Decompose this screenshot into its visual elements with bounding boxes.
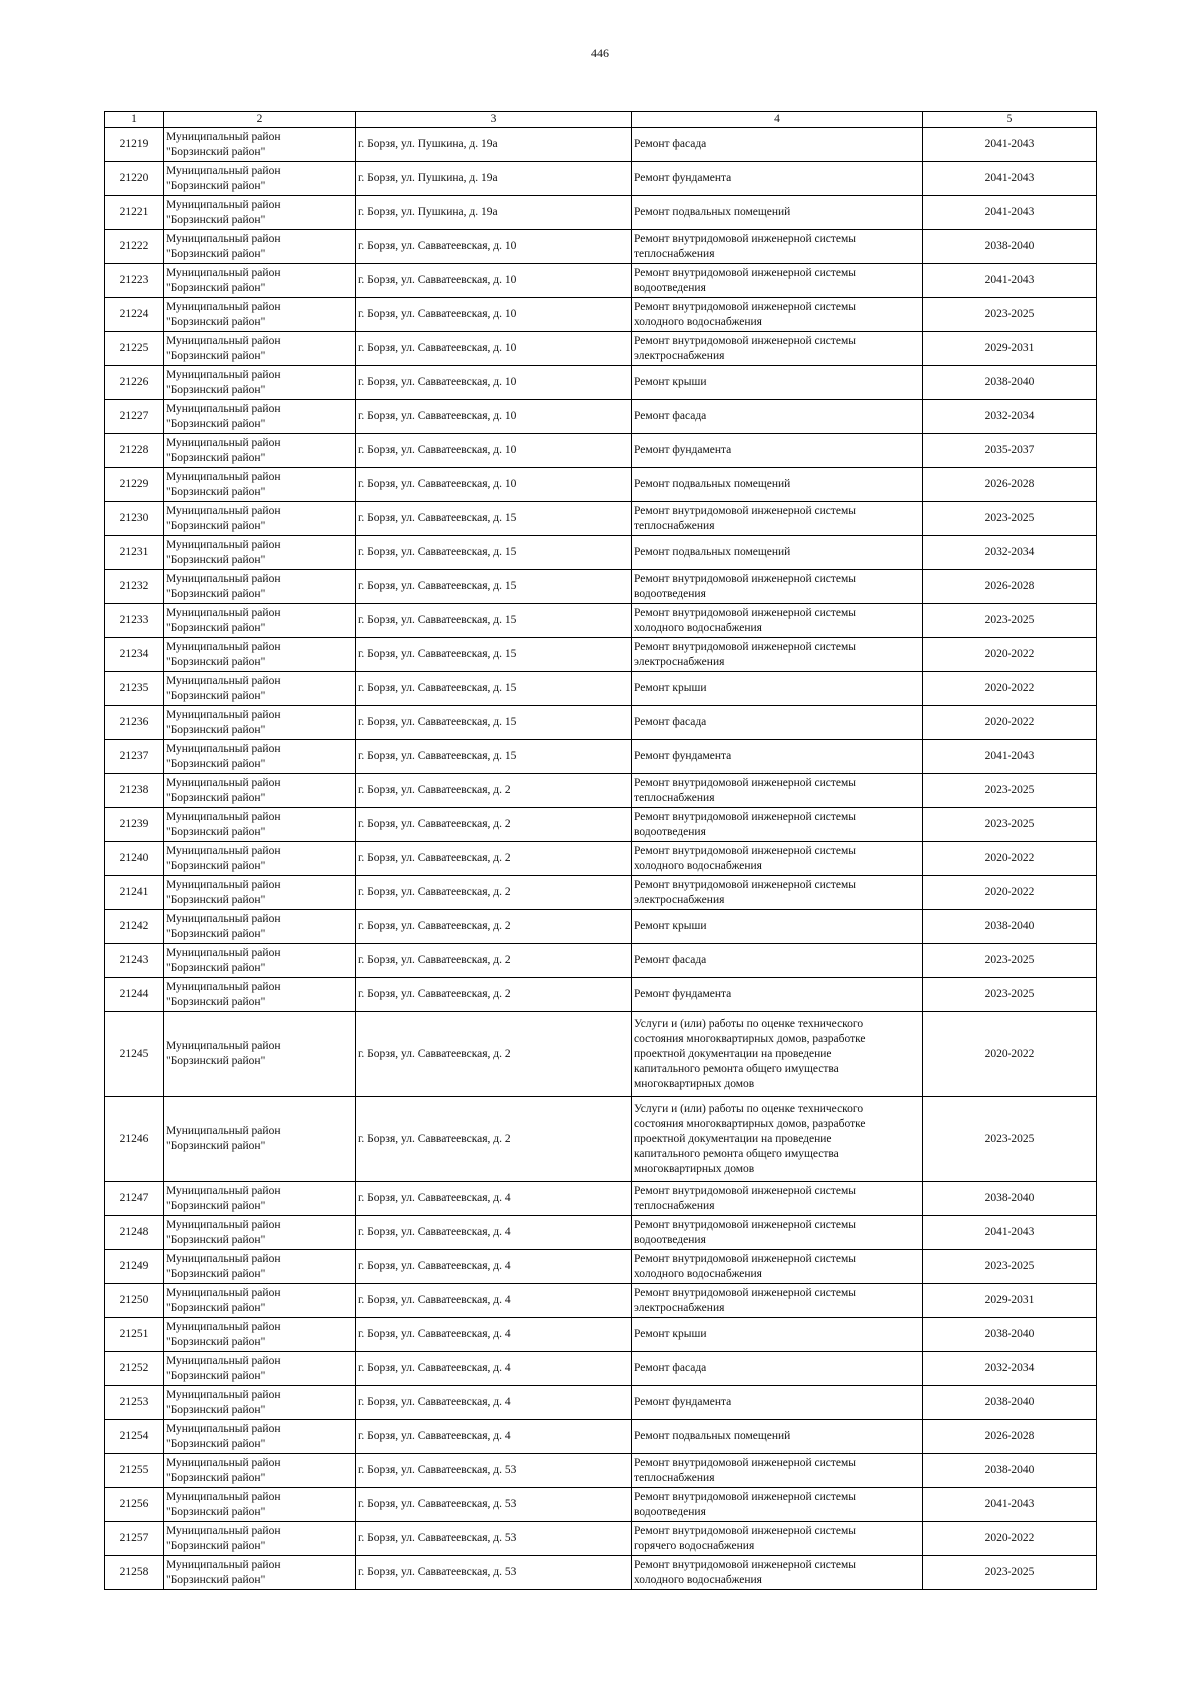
address-cell: г. Борзя, ул. Савватеевская, д. 10 <box>356 366 632 400</box>
period-cell: 2038-2040 <box>923 1386 1097 1420</box>
table-row <box>105 1352 1097 1386</box>
table-row <box>105 706 1097 740</box>
period-cell: 2032-2034 <box>923 400 1097 434</box>
row-id: 21250 <box>105 1284 164 1318</box>
address-cell: г. Борзя, ул. Савватеевская, д. 4 <box>356 1318 632 1352</box>
work-type-cell: Ремонт подвальных помещений <box>632 468 923 502</box>
work-type-cell: Услуги и (или) работы по оценке технического состояния многоквартирных домов, разработке проектной документации на проведение капитального ремонта общего имущества многоквартирных домов <box>632 1097 923 1182</box>
work-type-cell: Ремонт внутридомовой инженерной системы теплоснабжения <box>632 1182 923 1216</box>
municipality-cell: Муниципальный район "Борзинский район" <box>164 1216 356 1250</box>
address-cell: г. Борзя, ул. Савватеевская, д. 15 <box>356 502 632 536</box>
row-id: 21251 <box>105 1318 164 1352</box>
table-row <box>105 604 1097 638</box>
header-cell: 3 <box>356 112 632 128</box>
address-cell: г. Борзя, ул. Савватеевская, д. 15 <box>356 638 632 672</box>
municipality-cell: Муниципальный район "Борзинский район" <box>164 808 356 842</box>
period-cell: 2023-2025 <box>923 1250 1097 1284</box>
row-id: 21252 <box>105 1352 164 1386</box>
table-row <box>105 1488 1097 1522</box>
address-cell: г. Борзя, ул. Савватеевская, д. 15 <box>356 740 632 774</box>
row-id: 21223 <box>105 264 164 298</box>
table-row <box>105 1386 1097 1420</box>
municipality-cell: Муниципальный район "Борзинский район" <box>164 400 356 434</box>
municipality-cell: Муниципальный район "Борзинский район" <box>164 332 356 366</box>
work-type-cell: Ремонт внутридомовой инженерной системы холодного водоснабжения <box>632 1250 923 1284</box>
municipality-cell: Муниципальный район "Борзинский район" <box>164 604 356 638</box>
table-row <box>105 808 1097 842</box>
work-type-cell: Ремонт внутридомовой инженерной системы теплоснабжения <box>632 1454 923 1488</box>
row-id: 21243 <box>105 944 164 978</box>
municipality-cell: Муниципальный район "Борзинский район" <box>164 1420 356 1454</box>
address-cell: г. Борзя, ул. Савватеевская, д. 10 <box>356 400 632 434</box>
row-id: 21222 <box>105 230 164 264</box>
address-cell: г. Борзя, ул. Савватеевская, д. 10 <box>356 298 632 332</box>
capital-repair-table <box>104 111 1097 1590</box>
work-type-cell: Ремонт внутридомовой инженерной системы электроснабжения <box>632 332 923 366</box>
table-row <box>105 774 1097 808</box>
address-cell: г. Борзя, ул. Савватеевская, д. 2 <box>356 774 632 808</box>
work-type-cell: Ремонт подвальных помещений <box>632 536 923 570</box>
period-cell: 2023-2025 <box>923 774 1097 808</box>
row-id: 21248 <box>105 1216 164 1250</box>
row-id: 21246 <box>105 1097 164 1182</box>
work-type-cell: Ремонт внутридомовой инженерной системы водоотведения <box>632 1488 923 1522</box>
work-type-cell: Ремонт внутридомовой инженерной системы холодного водоснабжения <box>632 604 923 638</box>
municipality-cell: Муниципальный район "Борзинский район" <box>164 910 356 944</box>
municipality-cell: Муниципальный район "Борзинский район" <box>164 1012 356 1097</box>
table-row <box>105 1556 1097 1590</box>
work-type-cell: Ремонт внутридомовой инженерной системы холодного водоснабжения <box>632 1556 923 1590</box>
table-row <box>105 1250 1097 1284</box>
address-cell: г. Борзя, ул. Савватеевская, д. 2 <box>356 978 632 1012</box>
municipality-cell: Муниципальный район "Борзинский район" <box>164 774 356 808</box>
row-id: 21245 <box>105 1012 164 1097</box>
row-id: 21237 <box>105 740 164 774</box>
table-row <box>105 1454 1097 1488</box>
period-cell: 2020-2022 <box>923 706 1097 740</box>
row-id: 21227 <box>105 400 164 434</box>
address-cell: г. Борзя, ул. Савватеевская, д. 10 <box>356 332 632 366</box>
table-row <box>105 638 1097 672</box>
municipality-cell: Муниципальный район "Борзинский район" <box>164 468 356 502</box>
work-type-cell: Ремонт крыши <box>632 910 923 944</box>
work-type-cell: Ремонт внутридомовой инженерной системы горячего водоснабжения <box>632 1522 923 1556</box>
table-row <box>105 434 1097 468</box>
row-id: 21257 <box>105 1522 164 1556</box>
address-cell: г. Борзя, ул. Савватеевская, д. 53 <box>356 1454 632 1488</box>
municipality-cell: Муниципальный район "Борзинский район" <box>164 672 356 706</box>
table-row <box>105 400 1097 434</box>
period-cell: 2023-2025 <box>923 944 1097 978</box>
period-cell: 2038-2040 <box>923 1318 1097 1352</box>
period-cell: 2026-2028 <box>923 1420 1097 1454</box>
table-row <box>105 842 1097 876</box>
address-cell: г. Борзя, ул. Савватеевская, д. 4 <box>356 1352 632 1386</box>
address-cell: г. Борзя, ул. Савватеевская, д. 4 <box>356 1182 632 1216</box>
municipality-cell: Муниципальный район "Борзинский район" <box>164 366 356 400</box>
municipality-cell: Муниципальный район "Борзинский район" <box>164 1097 356 1182</box>
municipality-cell: Муниципальный район "Борзинский район" <box>164 1386 356 1420</box>
work-type-cell: Ремонт фундамента <box>632 434 923 468</box>
address-cell: г. Борзя, ул. Савватеевская, д. 53 <box>356 1522 632 1556</box>
row-id: 21253 <box>105 1386 164 1420</box>
period-cell: 2038-2040 <box>923 910 1097 944</box>
period-cell: 2023-2025 <box>923 604 1097 638</box>
period-cell: 2041-2043 <box>923 162 1097 196</box>
row-id: 21230 <box>105 502 164 536</box>
work-type-cell: Ремонт фундамента <box>632 978 923 1012</box>
table-row <box>105 910 1097 944</box>
municipality-cell: Муниципальный район "Борзинский район" <box>164 1522 356 1556</box>
table-row <box>105 128 1097 162</box>
row-id: 21231 <box>105 536 164 570</box>
address-cell: г. Борзя, ул. Савватеевская, д. 15 <box>356 706 632 740</box>
work-type-cell: Ремонт внутридомовой инженерной системы теплоснабжения <box>632 502 923 536</box>
period-cell: 2041-2043 <box>923 1488 1097 1522</box>
row-id: 21221 <box>105 196 164 230</box>
header-cell: 2 <box>164 112 356 128</box>
row-id: 21220 <box>105 162 164 196</box>
work-type-cell: Ремонт подвальных помещений <box>632 1420 923 1454</box>
period-cell: 2020-2022 <box>923 1522 1097 1556</box>
address-cell: г. Борзя, ул. Пушкина, д. 19а <box>356 162 632 196</box>
address-cell: г. Борзя, ул. Савватеевская, д. 2 <box>356 910 632 944</box>
municipality-cell: Муниципальный район "Борзинский район" <box>164 196 356 230</box>
work-type-cell: Ремонт фундамента <box>632 740 923 774</box>
period-cell: 2029-2031 <box>923 1284 1097 1318</box>
period-cell: 2029-2031 <box>923 332 1097 366</box>
row-id: 21247 <box>105 1182 164 1216</box>
address-cell: г. Борзя, ул. Савватеевская, д. 10 <box>356 434 632 468</box>
period-cell: 2026-2028 <box>923 570 1097 604</box>
period-cell: 2020-2022 <box>923 1012 1097 1097</box>
work-type-cell: Ремонт фундамента <box>632 1386 923 1420</box>
period-cell: 2038-2040 <box>923 1454 1097 1488</box>
work-type-cell: Ремонт внутридомовой инженерной системы водоотведения <box>632 1216 923 1250</box>
table-row <box>105 264 1097 298</box>
address-cell: г. Борзя, ул. Пушкина, д. 19а <box>356 128 632 162</box>
work-type-cell: Ремонт фасада <box>632 1352 923 1386</box>
period-cell: 2020-2022 <box>923 876 1097 910</box>
municipality-cell: Муниципальный район "Борзинский район" <box>164 298 356 332</box>
address-cell: г. Борзя, ул. Савватеевская, д. 15 <box>356 672 632 706</box>
address-cell: г. Борзя, ул. Савватеевская, д. 2 <box>356 944 632 978</box>
address-cell: г. Борзя, ул. Савватеевская, д. 2 <box>356 876 632 910</box>
table-row <box>105 1097 1097 1182</box>
address-cell: г. Борзя, ул. Савватеевская, д. 4 <box>356 1386 632 1420</box>
municipality-cell: Муниципальный район "Борзинский район" <box>164 230 356 264</box>
period-cell: 2023-2025 <box>923 808 1097 842</box>
work-type-cell: Ремонт внутридомовой инженерной системы электроснабжения <box>632 1284 923 1318</box>
table-row <box>105 536 1097 570</box>
table-row <box>105 740 1097 774</box>
address-cell: г. Борзя, ул. Савватеевская, д. 15 <box>356 570 632 604</box>
municipality-cell: Муниципальный район "Борзинский район" <box>164 536 356 570</box>
address-cell: г. Борзя, ул. Савватеевская, д. 15 <box>356 604 632 638</box>
row-id: 21254 <box>105 1420 164 1454</box>
table-row <box>105 502 1097 536</box>
row-id: 21232 <box>105 570 164 604</box>
work-type-cell: Ремонт внутридомовой инженерной системы электроснабжения <box>632 876 923 910</box>
work-type-cell: Ремонт внутридомовой инженерной системы водоотведения <box>632 570 923 604</box>
municipality-cell: Муниципальный район "Борзинский район" <box>164 434 356 468</box>
period-cell: 2035-2037 <box>923 434 1097 468</box>
row-id: 21234 <box>105 638 164 672</box>
header-cell: 5 <box>923 112 1097 128</box>
work-type-cell: Ремонт внутридомовой инженерной системы водоотведения <box>632 264 923 298</box>
municipality-cell: Муниципальный район "Борзинский район" <box>164 570 356 604</box>
table-row <box>105 978 1097 1012</box>
municipality-cell: Муниципальный район "Борзинский район" <box>164 1250 356 1284</box>
work-type-cell: Ремонт фасада <box>632 706 923 740</box>
municipality-cell: Муниципальный район "Борзинский район" <box>164 128 356 162</box>
row-id: 21255 <box>105 1454 164 1488</box>
header-row <box>105 112 1097 128</box>
table-row <box>105 1182 1097 1216</box>
work-type-cell: Ремонт внутридомовой инженерной системы электроснабжения <box>632 638 923 672</box>
table-row <box>105 570 1097 604</box>
row-id: 21244 <box>105 978 164 1012</box>
municipality-cell: Муниципальный район "Борзинский район" <box>164 1284 356 1318</box>
period-cell: 2023-2025 <box>923 298 1097 332</box>
header-cell: 4 <box>632 112 923 128</box>
row-id: 21256 <box>105 1488 164 1522</box>
period-cell: 2038-2040 <box>923 366 1097 400</box>
work-type-cell: Ремонт внутридомовой инженерной системы теплоснабжения <box>632 774 923 808</box>
row-id: 21233 <box>105 604 164 638</box>
address-cell: г. Борзя, ул. Савватеевская, д. 15 <box>356 536 632 570</box>
municipality-cell: Муниципальный район "Борзинский район" <box>164 876 356 910</box>
period-cell: 2023-2025 <box>923 1097 1097 1182</box>
table-row <box>105 366 1097 400</box>
table-row <box>105 468 1097 502</box>
address-cell: г. Борзя, ул. Савватеевская, д. 4 <box>356 1216 632 1250</box>
header-cell: 1 <box>105 112 164 128</box>
table-row <box>105 1420 1097 1454</box>
row-id: 21226 <box>105 366 164 400</box>
table-row <box>105 1522 1097 1556</box>
period-cell: 2026-2028 <box>923 468 1097 502</box>
municipality-cell: Муниципальный район "Борзинский район" <box>164 978 356 1012</box>
row-id: 21240 <box>105 842 164 876</box>
address-cell: г. Борзя, ул. Савватеевская, д. 53 <box>356 1488 632 1522</box>
row-id: 21224 <box>105 298 164 332</box>
work-type-cell: Ремонт подвальных помещений <box>632 196 923 230</box>
period-cell: 2038-2040 <box>923 1182 1097 1216</box>
table-row <box>105 1318 1097 1352</box>
address-cell: г. Борзя, ул. Савватеевская, д. 2 <box>356 1097 632 1182</box>
municipality-cell: Муниципальный район "Борзинский район" <box>164 1488 356 1522</box>
period-cell: 2020-2022 <box>923 842 1097 876</box>
work-type-cell: Ремонт крыши <box>632 366 923 400</box>
table-row <box>105 1216 1097 1250</box>
row-id: 21228 <box>105 434 164 468</box>
row-id: 21235 <box>105 672 164 706</box>
address-cell: г. Борзя, ул. Савватеевская, д. 2 <box>356 1012 632 1097</box>
period-cell: 2038-2040 <box>923 230 1097 264</box>
address-cell: г. Борзя, ул. Савватеевская, д. 10 <box>356 468 632 502</box>
work-type-cell: Ремонт фасада <box>632 128 923 162</box>
period-cell: 2023-2025 <box>923 978 1097 1012</box>
page-number: 446 <box>591 46 609 60</box>
row-id: 21258 <box>105 1556 164 1590</box>
row-id: 21242 <box>105 910 164 944</box>
table-row <box>105 162 1097 196</box>
period-cell: 2032-2034 <box>923 536 1097 570</box>
municipality-cell: Муниципальный район "Борзинский район" <box>164 1352 356 1386</box>
table-body <box>105 128 1097 1590</box>
row-id: 21241 <box>105 876 164 910</box>
row-id: 21238 <box>105 774 164 808</box>
municipality-cell: Муниципальный район "Борзинский район" <box>164 1318 356 1352</box>
table-row <box>105 1284 1097 1318</box>
work-type-cell: Ремонт внутридомовой инженерной системы теплоснабжения <box>632 230 923 264</box>
work-type-cell: Ремонт крыши <box>632 672 923 706</box>
work-type-cell: Ремонт фундамента <box>632 162 923 196</box>
municipality-cell: Муниципальный район "Борзинский район" <box>164 1182 356 1216</box>
period-cell: 2020-2022 <box>923 672 1097 706</box>
row-id: 21229 <box>105 468 164 502</box>
table-row <box>105 672 1097 706</box>
row-id: 21249 <box>105 1250 164 1284</box>
work-type-cell: Услуги и (или) работы по оценке технического состояния многоквартирных домов, разработке проектной документации на проведение капитального ремонта общего имущества многоквартирных домов <box>632 1012 923 1097</box>
work-type-cell: Ремонт фасада <box>632 944 923 978</box>
municipality-cell: Муниципальный район "Борзинский район" <box>164 944 356 978</box>
municipality-cell: Муниципальный район "Борзинский район" <box>164 638 356 672</box>
municipality-cell: Муниципальный район "Борзинский район" <box>164 1454 356 1488</box>
table-row <box>105 332 1097 366</box>
row-id: 21239 <box>105 808 164 842</box>
period-cell: 2041-2043 <box>923 1216 1097 1250</box>
table-row <box>105 1012 1097 1097</box>
table-row <box>105 944 1097 978</box>
municipality-cell: Муниципальный район "Борзинский район" <box>164 706 356 740</box>
period-cell: 2023-2025 <box>923 1556 1097 1590</box>
table-row <box>105 230 1097 264</box>
period-cell: 2041-2043 <box>923 196 1097 230</box>
address-cell: г. Борзя, ул. Савватеевская, д. 4 <box>356 1284 632 1318</box>
work-type-cell: Ремонт фасада <box>632 400 923 434</box>
municipality-cell: Муниципальный район "Борзинский район" <box>164 1556 356 1590</box>
address-cell: г. Борзя, ул. Савватеевская, д. 2 <box>356 842 632 876</box>
address-cell: г. Борзя, ул. Савватеевская, д. 10 <box>356 264 632 298</box>
period-cell: 2041-2043 <box>923 740 1097 774</box>
municipality-cell: Муниципальный район "Борзинский район" <box>164 502 356 536</box>
address-cell: г. Борзя, ул. Пушкина, д. 19а <box>356 196 632 230</box>
period-cell: 2041-2043 <box>923 264 1097 298</box>
work-type-cell: Ремонт внутридомовой инженерной системы водоотведения <box>632 808 923 842</box>
table-row <box>105 196 1097 230</box>
period-cell: 2023-2025 <box>923 502 1097 536</box>
address-cell: г. Борзя, ул. Савватеевская, д. 53 <box>356 1556 632 1590</box>
address-cell: г. Борзя, ул. Савватеевская, д. 4 <box>356 1420 632 1454</box>
work-type-cell: Ремонт внутридомовой инженерной системы холодного водоснабжения <box>632 842 923 876</box>
row-id: 21236 <box>105 706 164 740</box>
table-row <box>105 298 1097 332</box>
address-cell: г. Борзя, ул. Савватеевская, д. 2 <box>356 808 632 842</box>
row-id: 21219 <box>105 128 164 162</box>
municipality-cell: Муниципальный район "Борзинский район" <box>164 740 356 774</box>
row-id: 21225 <box>105 332 164 366</box>
municipality-cell: Муниципальный район "Борзинский район" <box>164 842 356 876</box>
address-cell: г. Борзя, ул. Савватеевская, д. 4 <box>356 1250 632 1284</box>
address-cell: г. Борзя, ул. Савватеевская, д. 10 <box>356 230 632 264</box>
work-type-cell: Ремонт внутридомовой инженерной системы холодного водоснабжения <box>632 298 923 332</box>
table-row <box>105 876 1097 910</box>
period-cell: 2041-2043 <box>923 128 1097 162</box>
work-type-cell: Ремонт крыши <box>632 1318 923 1352</box>
municipality-cell: Муниципальный район "Борзинский район" <box>164 162 356 196</box>
period-cell: 2032-2034 <box>923 1352 1097 1386</box>
municipality-cell: Муниципальный район "Борзинский район" <box>164 264 356 298</box>
period-cell: 2020-2022 <box>923 638 1097 672</box>
